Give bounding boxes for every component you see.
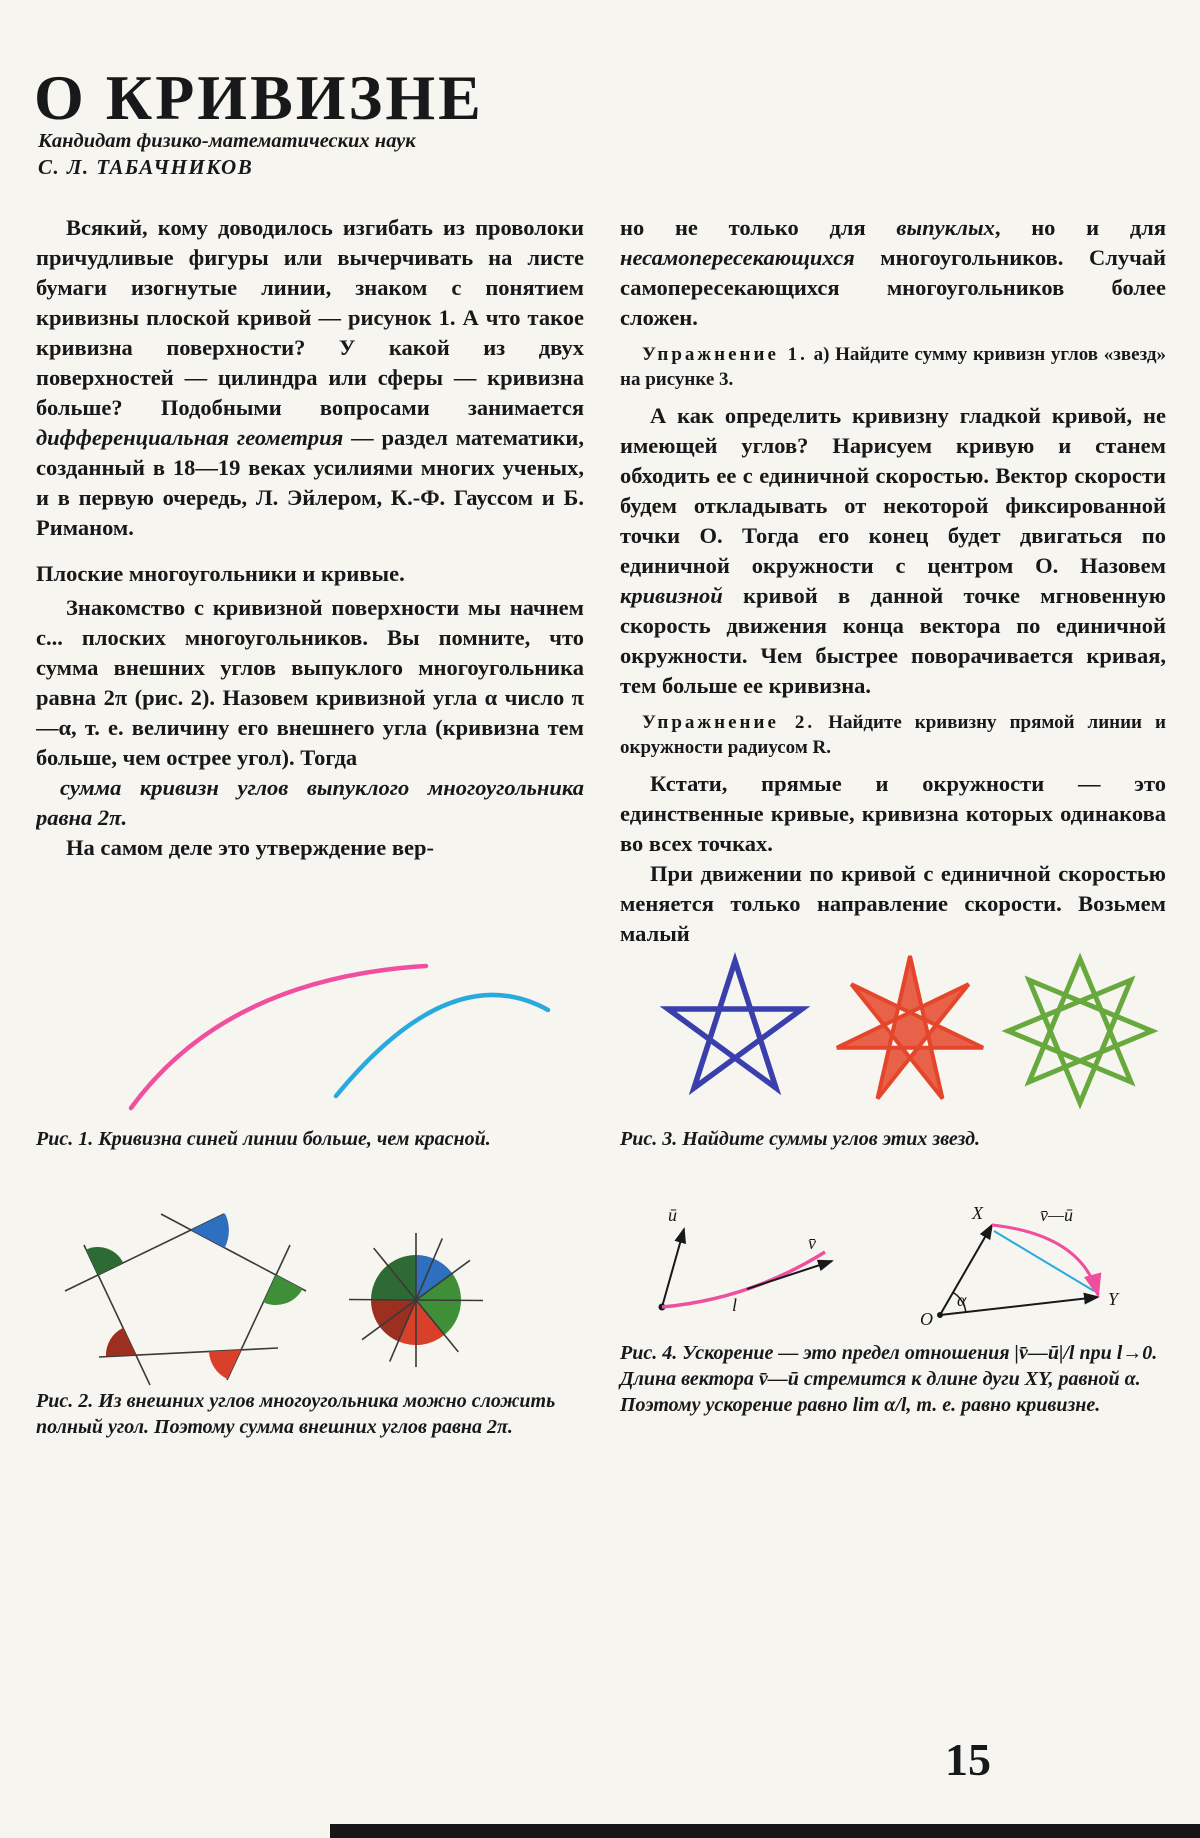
term-non-self-intersecting: несамопересекающихся [620, 245, 855, 270]
wedge-blue [191, 1214, 229, 1248]
term-differential-geometry: дифференциальная геометрия [36, 425, 344, 450]
pink-curve [131, 966, 426, 1108]
label-O: O [920, 1309, 933, 1329]
wedge-green [263, 1275, 302, 1305]
section-heading: Плоские многоугольники и кривые. [36, 561, 405, 586]
pie-sector-darkgreen [371, 1255, 416, 1300]
wedge-red [209, 1350, 241, 1379]
page-edge-bar [330, 1824, 1200, 1838]
label-u: ū [668, 1205, 677, 1225]
diagram-curve-vectors [659, 1205, 833, 1315]
wedge-darkred [106, 1328, 136, 1357]
exercise-1-label: Упражнение 1. [642, 344, 808, 365]
term-convex: выпуклых [896, 215, 995, 240]
right-column [620, 213, 1166, 953]
label-v: v̄ [808, 1233, 816, 1253]
author-name: С. Л. ТАБАЧНИКОВ [38, 155, 254, 179]
curve-l [662, 1252, 825, 1307]
figure-1-caption: Рис. 1. Кривизна синей линии больше, чем красной. [36, 1128, 491, 1150]
figure-1-curves [36, 948, 584, 1123]
text-run: — раздел математики, созданный в 18—19 веках усилиями многих ученых, и в первую очередь, Л. Эйлером, К.-Ф. Гауссом и Б. Риманом. [36, 425, 584, 540]
blue-curve [336, 995, 548, 1096]
pie-spokes [349, 1233, 483, 1367]
text-run: многоугольников. Случай самопересекающихся многоугольников более сложен. [620, 245, 1166, 330]
figure-4-caption: Рис. 4. Ускорение — это предел отношения |v̄—ū|/l при l→0. Длина вектора v̄—ū стремится к длине дуги XY, равной α. Поэтому ускорение равно lim α/l, т. е. равно кривизне. [620, 1342, 1158, 1416]
star-seven-point-red [837, 956, 983, 1099]
paragraph-polygons: Знакомство с кривизной поверхности мы начнем с... плоских многоугольников. Вы помните, что сумма внешних углов выпуклого многоугольника равна 2π (рис. 2). Назовем кривизной угла α число π—α, т. е. величину его внешнего угла (кривизна тем больше, чем острее угол). Тогда [36, 595, 584, 770]
author-block [38, 128, 416, 181]
paragraph-smooth-curve [620, 401, 1166, 701]
label-alpha: α [957, 1290, 967, 1310]
label-Y: Y [1108, 1289, 1119, 1309]
diagram-angle-alpha [920, 1205, 1120, 1329]
left-column [36, 213, 584, 953]
text-run: но не только для [620, 215, 897, 240]
star-eight-point-green [1008, 959, 1152, 1103]
star-pentagram-blue [668, 961, 802, 1088]
exercise-2-text: Найдите кривизну прямой линии и окружности радиусом R. [620, 712, 1166, 758]
exercise-1 [620, 342, 1166, 392]
vector-v [747, 1261, 832, 1289]
figure-2-caption: Рис. 2. Из внешних углов многоугольника можно сложить полный угол. Поэтому сумма внешних углов равна 2π. [36, 1390, 556, 1438]
wedge-darkgreen [86, 1247, 123, 1275]
page-title: О КРИВИЗНЕ [34, 61, 484, 133]
figure-2-polygon-angles [36, 1200, 584, 1395]
text-run: , но и для [994, 215, 1166, 240]
paragraph-lines-circles: Кстати, прямые и окружности — это единственные кривые, кривизна которых одинакова во всех точках. [620, 771, 1166, 856]
term-curvature: кривизной [620, 583, 723, 608]
figure-3-caption: Рис. 3. Найдите суммы углов этих звезд. [620, 1128, 980, 1150]
exercise-2-label: Упражнение 2. [642, 712, 816, 733]
statement-theorem: сумма кривизн углов выпуклого многоугольника равна 2π. [36, 775, 584, 830]
page-number: 15 [945, 1734, 991, 1785]
text-run: А как определить кривизну гладкой кривой, не имеющей углов? Нарисуем кривую и станем обходить ее с единичной скоростью. Вектор скорости будем откладывать от некоторой фиксированной точки О. Тогда его конец будет двигаться по единичной окружности с центром О. Назовем [620, 403, 1166, 578]
text-run: Всякий, кому доводилось изгибать из проволоки причудливые фигуры или вычерчивать на листе бумаги изогнутые линии, знаком с понятием кривизны плоской кривой — рисунок 1. А что такое кривизна поверхности? У какой из двух поверхностей — цилиндра или сферы — кривизна больше? Подобными вопросами занимается [36, 215, 584, 420]
label-l: l [732, 1295, 738, 1315]
paragraph-convex [620, 213, 1166, 333]
paragraph-unit-speed: При движении по кривой с единичной скоростью меняется только направление скорости. Возьмем малый [620, 861, 1166, 946]
vector-u [662, 1229, 684, 1307]
exercise-1-text: а) Найдите сумму кривизн углов «звезд» на рисунке 3. [620, 344, 1166, 390]
label-X: X [972, 1205, 983, 1223]
exercise-2 [620, 710, 1166, 760]
text-run: кривой в данной точке мгновенную скорость движения конца вектора по единичной окружности. Чем быстрее поворачивается кривая, тем больше ее кривизна. [620, 583, 1166, 698]
figure-4-vectors [620, 1205, 1166, 1340]
label-v-minus-u: v̄—ū [1040, 1205, 1073, 1225]
figure-3-stars [620, 946, 1166, 1121]
author-degree: Кандидат физико-математических наук [38, 130, 416, 152]
paragraph-intro [36, 213, 584, 543]
paragraph-continuation: На самом деле это утверждение вер- [66, 835, 434, 860]
